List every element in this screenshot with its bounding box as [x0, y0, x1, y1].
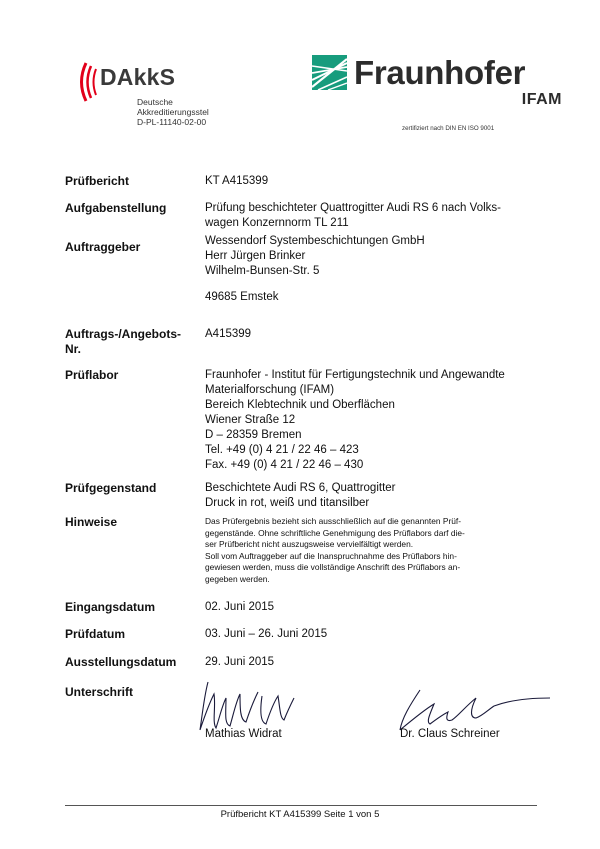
prueflabor-tel: Tel. +49 (0) 4 21 / 22 46 – 423 — [205, 444, 359, 456]
label-auftrag-line1: Auftrags-/Angebots- — [65, 327, 181, 341]
footer-rule — [65, 805, 537, 806]
hinweise-line: Soll vom Auftraggeber auf die Inanspruchnahme des Prüflabors hin- — [205, 550, 457, 561]
label-aufgabenstellung: Aufgabenstellung — [65, 201, 167, 215]
dakks-line-1: Deutsche — [137, 97, 173, 107]
auftraggeber-line: Wessendorf Systembeschichtungen GmbH — [205, 235, 425, 247]
label-prueflabor: Prüflabor — [65, 368, 119, 382]
label-pruefdatum: Prüfdatum — [65, 627, 125, 641]
value-pruefbericht: KT A415399 — [205, 175, 269, 187]
hinweise-line: gewiesen werden, muss die vollständige Anschrift des Prüflabors an- — [205, 562, 461, 572]
dakks-logo — [76, 60, 266, 140]
label-auftrag-line2: Nr. — [65, 342, 82, 356]
label-unterschrift: Unterschrift — [65, 685, 134, 699]
hinweise-line: Das Prüfergebnis bezieht sich ausschließlich auf die genannten Prüf- — [205, 516, 462, 526]
label-hinweise: Hinweise — [65, 515, 118, 529]
value-pruefdatum: 03. Juni – 26. Juni 2015 — [205, 628, 328, 640]
signer-name-2: Dr. Claus Schreiner — [400, 728, 500, 740]
auftraggeber-line: Herr Jürgen Brinker — [205, 250, 306, 262]
label-auftrag — [65, 327, 181, 357]
fraunhofer-unit: IFAM — [521, 91, 562, 108]
prueflabor-line: Wiener Straße 12 — [205, 414, 296, 426]
label-eingangsdatum: Eingangsdatum — [65, 600, 156, 614]
auftraggeber-line: Wilhelm-Bunsen-Str. 5 — [205, 265, 320, 277]
label-pruefgegenstand: Prüfgegenstand — [65, 481, 157, 495]
iso-certification: zertifiziert nach DIN EN ISO 9001 — [402, 125, 495, 132]
value-ausstellungsdatum: 29. Juni 2015 — [205, 656, 275, 668]
value-auftrag: A415399 — [205, 328, 252, 340]
signer-name-1: Mathias Widrat — [205, 728, 282, 740]
pruefgegenstand-line: Beschichtete Audi RS 6, Quattrogitter — [205, 482, 396, 494]
value-aufgabenstellung — [205, 201, 501, 231]
value-eingangsdatum: 02. Juni 2015 — [205, 601, 275, 613]
value-prueflabor — [205, 368, 505, 473]
value-auftraggeber — [205, 234, 425, 279]
fraunhofer-wave-icon — [312, 55, 347, 90]
hinweise-line: gegenstände. Ohne schriftliche Genehmigung des Prüflabors darf die- — [205, 527, 465, 538]
value-hinweise — [205, 516, 465, 585]
label-auftraggeber: Auftraggeber — [65, 240, 141, 254]
auftraggeber-city: 49685 Emstek — [205, 291, 279, 303]
aufgabenstellung-line: Prüfung beschichteter Quattrogitter Audi RS 6 nach Volks- — [205, 202, 501, 214]
hinweise-line: ser Prüfbericht nicht auszugsweise vervielfältigt werden. — [205, 539, 414, 549]
prueflabor-line: D – 28359 Bremen — [205, 429, 302, 441]
dakks-line-2: Akkreditierungsstel — [137, 107, 209, 117]
dakks-line-3: D-PL-11140-02-00 — [137, 117, 207, 127]
page-footer: Prüfbericht KT A415399 Seite 1 von 5 — [220, 809, 380, 820]
aufgabenstellung-line: wagen Konzernnorm TL 211 — [205, 217, 349, 229]
label-pruefbericht: Prüfbericht — [65, 174, 130, 188]
prueflabor-fax: Fax. +49 (0) 4 21 / 22 46 – 430 — [205, 459, 364, 471]
dakks-brackets-icon — [76, 60, 100, 104]
prueflabor-line: Bereich Klebtechnik und Oberflächen — [205, 399, 395, 411]
pruefgegenstand-line: Druck in rot, weiß und titansilber — [205, 497, 370, 509]
dakks-name: DAkkS — [100, 64, 176, 90]
prueflabor-line: Fraunhofer - Institut für Fertigungstechnik und Angewandte — [205, 369, 505, 381]
prueflabor-line: Materialforschung (IFAM) — [205, 384, 335, 396]
label-ausstellungsdatum: Ausstellungsdatum — [65, 655, 177, 669]
value-pruefgegenstand — [205, 481, 396, 511]
hinweise-line: gegeben werden. — [205, 573, 270, 584]
fraunhofer-name: Fraunhofer — [354, 54, 526, 91]
